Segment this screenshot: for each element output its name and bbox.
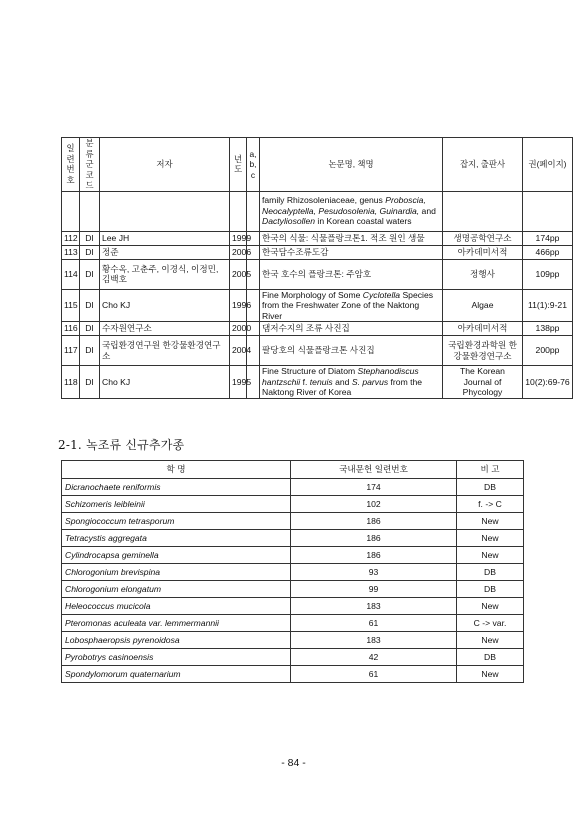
ref-number-cell: 186 [291,530,457,547]
table-row [62,598,524,615]
scientific-name-cell: Cylindrocapsa geminella [62,547,291,564]
page-number: - 84 - [281,757,306,769]
table-row [62,632,524,649]
header-journal: 잡지, 출판사 [443,138,523,192]
species-table [61,460,524,683]
header-author: 저자 [100,138,230,192]
table-row: 112 DI Lee JH 1999 한국의 식물: 식물플랑크톤1. 적조 원인 생물 생명공학연구소 174pp [62,231,573,245]
ref-number-cell: 183 [291,598,457,615]
table-row [62,615,524,632]
header-year: 년도 [230,138,247,192]
ref-number-cell: 61 [291,615,457,632]
title-cell: family Rhizosoleniaceae, genus Proboscia, Neocalyptella, Pesudosolenia, Guinardia, and Dactyliosollen in Korean coastal waters [260,191,443,231]
note-cell: New [457,598,524,615]
title-cell: Fine Structure of Diatom Stephanodiscus hantzschii f. tenuis and S. parvus from the Naktong River of Korea [260,366,443,399]
note-cell: New [457,632,524,649]
species-header-row [62,461,524,479]
ref-number-cell: 186 [291,513,457,530]
ref-number-cell: 102 [291,496,457,513]
table-row [62,547,524,564]
scientific-name-cell: Pyrobotrys casinoensis [62,649,291,666]
table-row: 113 DI 정준 2006 한국담수조류도감 아카데미서적 466pp [62,245,573,259]
table-row [62,666,524,683]
table-row: 117 DI 국립환경연구원 한강물환경연구소 2004 팔당호의 식물플랑크톤 사진집 국립환경과학원 한강물환경연구소 200pp [62,336,573,366]
ref-number-cell: 93 [291,564,457,581]
ref-number-cell: 61 [291,666,457,683]
scientific-name-cell: Chlorogonium brevispina [62,564,291,581]
table-row [62,649,524,666]
title-cell: Fine Morphology of Some Cyclotella Species from the Freshwater Zone of the Naktong River [260,289,443,322]
scientific-name-cell: Dicranochaete reniformis [62,479,291,496]
table-row [62,513,524,530]
note-cell: New [457,530,524,547]
scientific-name-cell: Schizomeris leibleinii [62,496,291,513]
ref-number-cell: 99 [291,581,457,598]
ref-number-cell: 186 [291,547,457,564]
note-cell: New [457,666,524,683]
section-title: 2-1. 녹조류 신규추가종 [58,438,185,452]
note-cell: DB [457,564,524,581]
ref-number-cell: 183 [291,632,457,649]
header-no: 일련번호 [62,138,80,192]
note-cell: DB [457,581,524,598]
header-scientific-name: 학 명 [62,461,291,479]
header-code: 분류군코드 [80,138,100,192]
scientific-name-cell: Lobosphaeropsis pyrenoidosa [62,632,291,649]
note-cell: DB [457,649,524,666]
scientific-name-cell: Spongiococcum tetrasporum [62,513,291,530]
header-note: 비 고 [457,461,524,479]
scientific-name-cell: Pteromonas aculeata var. lemmermannii [62,615,291,632]
table-row [62,530,524,547]
note-cell: New [457,513,524,530]
scientific-name-cell: Chlorogonium elongatum [62,581,291,598]
note-cell: f. -> C [457,496,524,513]
table-row: 115 DI Cho KJ 1996 Fine Morphology of Some Cyclotella Species from the Freshwater Zone of the Naktong River Algae 11(1):9-21 [62,289,573,322]
table-row: 114 DI 황수옥, 고춘주, 이경식, 이정민, 김백호 2005 한국 호수의 플랑크톤: 주암호 정행사 109pp [62,259,573,289]
header-ref-number: 국내문헌 일련번호 [291,461,457,479]
note-cell: New [457,547,524,564]
scientific-name-cell: Tetracystis aggregata [62,530,291,547]
scientific-name-cell: Spondylomorum quaternarium [62,666,291,683]
table-row [62,191,573,231]
ref-number-cell: 174 [291,479,457,496]
table-row [62,496,524,513]
table-row [62,581,524,598]
header-title: 논문명, 책명 [260,138,443,192]
ref-number-cell: 42 [291,649,457,666]
table-row [62,564,524,581]
species-table-body [62,479,524,683]
table-row: 118 DI Cho KJ 1995 Fine Structure of Diatom Stephanodiscus hantzschii f. tenuis and S. parvus from the Naktong River of Korea The Korean Journal of Phycology 10(2):69-76 [62,366,573,399]
table-row: 116 DI 수자원연구소 2000 댐저수지의 조류 사진집 아카데미서적 138pp [62,322,573,336]
scientific-name-cell: Heleococcus mucicola [62,598,291,615]
reference-table [61,137,573,399]
note-cell: DB [457,479,524,496]
ref-header-row [62,138,573,192]
header-abc: a, b, c [247,138,260,192]
header-vol: 권(페이지) [523,138,573,192]
note-cell: C -> var. [457,615,524,632]
table-row [62,479,524,496]
